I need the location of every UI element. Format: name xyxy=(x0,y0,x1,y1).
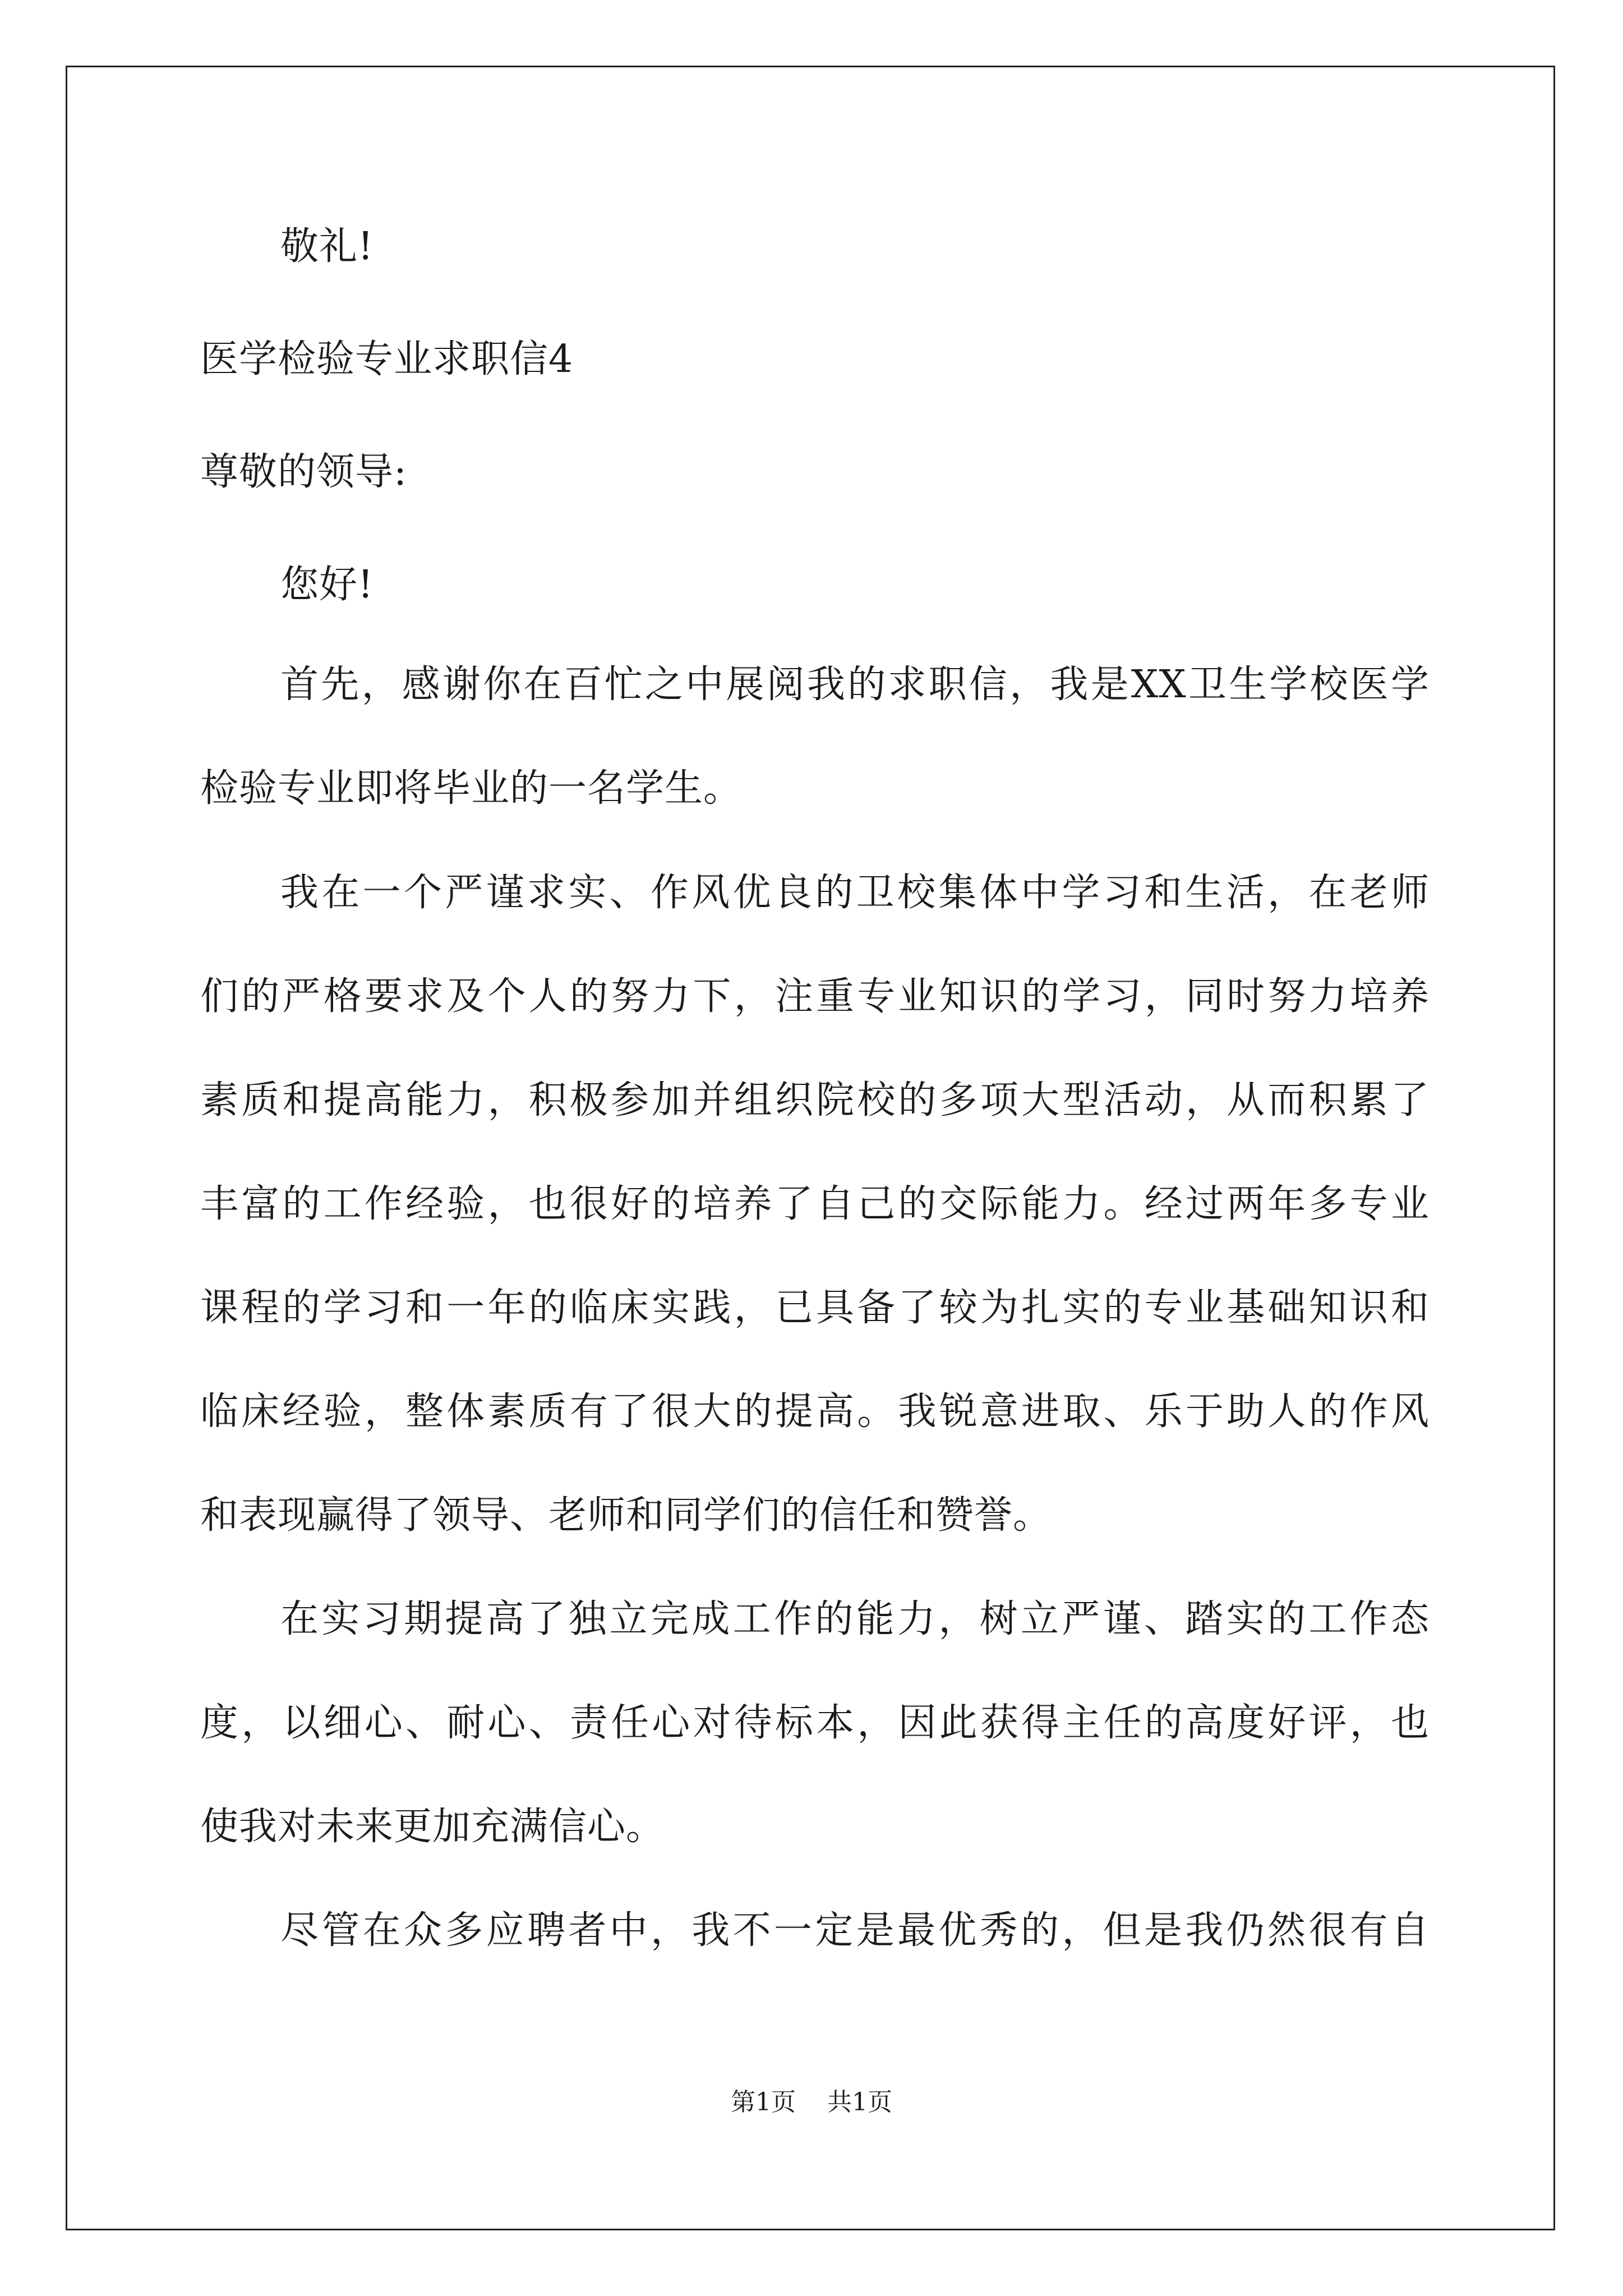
page-footer xyxy=(0,2086,1623,2119)
paragraph-line: 度，以细心、耐心、责任心对待标本，因此获得主任的高度好评，也 xyxy=(200,1701,1430,1745)
paragraph-line: 们的严格要求及个人的努力下，注重专业知识的学习，同时努力培养 xyxy=(200,974,1430,1019)
greeting-recipient: 尊敬的领导: xyxy=(200,450,407,494)
paragraph-line: 在实习期提高了独立完成工作的能力，树立严谨、踏实的工作态 xyxy=(280,1597,1430,1641)
paragraph-line: 尽管在众多应聘者中，我不一定是最优秀的，但是我仍然很有自 xyxy=(280,1908,1430,1953)
paragraph-line: 临床经验，整体素质有了很大的提高。我锐意进取、乐于助人的作风 xyxy=(200,1389,1430,1434)
greeting-hello: 您好! xyxy=(280,563,374,607)
closing-salutation: 敬礼! xyxy=(280,224,374,269)
paragraph-line: 使我对未来更加充满信心。 xyxy=(200,1805,665,1849)
paragraph-line: 素质和提高能力，积极参加并组织院校的多项大型活动，从而积累了 xyxy=(200,1078,1430,1122)
paragraph-line: 我在一个严谨求实、作风优良的卫校集体中学习和生活，在老师 xyxy=(280,871,1430,915)
paragraph-line: 课程的学习和一年的临床实践，已具备了较为扎实的专业基础知识和 xyxy=(200,1286,1430,1330)
page-total: 共1页 xyxy=(827,2088,892,2116)
paragraph-line: 和表现赢得了领导、老师和同学们的信任和赞誉。 xyxy=(200,1493,1052,1538)
paragraph-line: 检验专业即将毕业的一名学生。 xyxy=(200,766,743,811)
section-title: 医学检验专业求职信4 xyxy=(200,337,574,381)
paragraph-line: 丰富的工作经验，也很好的培养了自己的交际能力。经过两年多专业 xyxy=(200,1182,1430,1226)
page-number: 第1页 xyxy=(731,2088,796,2116)
paragraph-line: 首先，感谢你在百忙之中展阅我的求职信，我是XX卫生学校医学 xyxy=(280,662,1430,707)
